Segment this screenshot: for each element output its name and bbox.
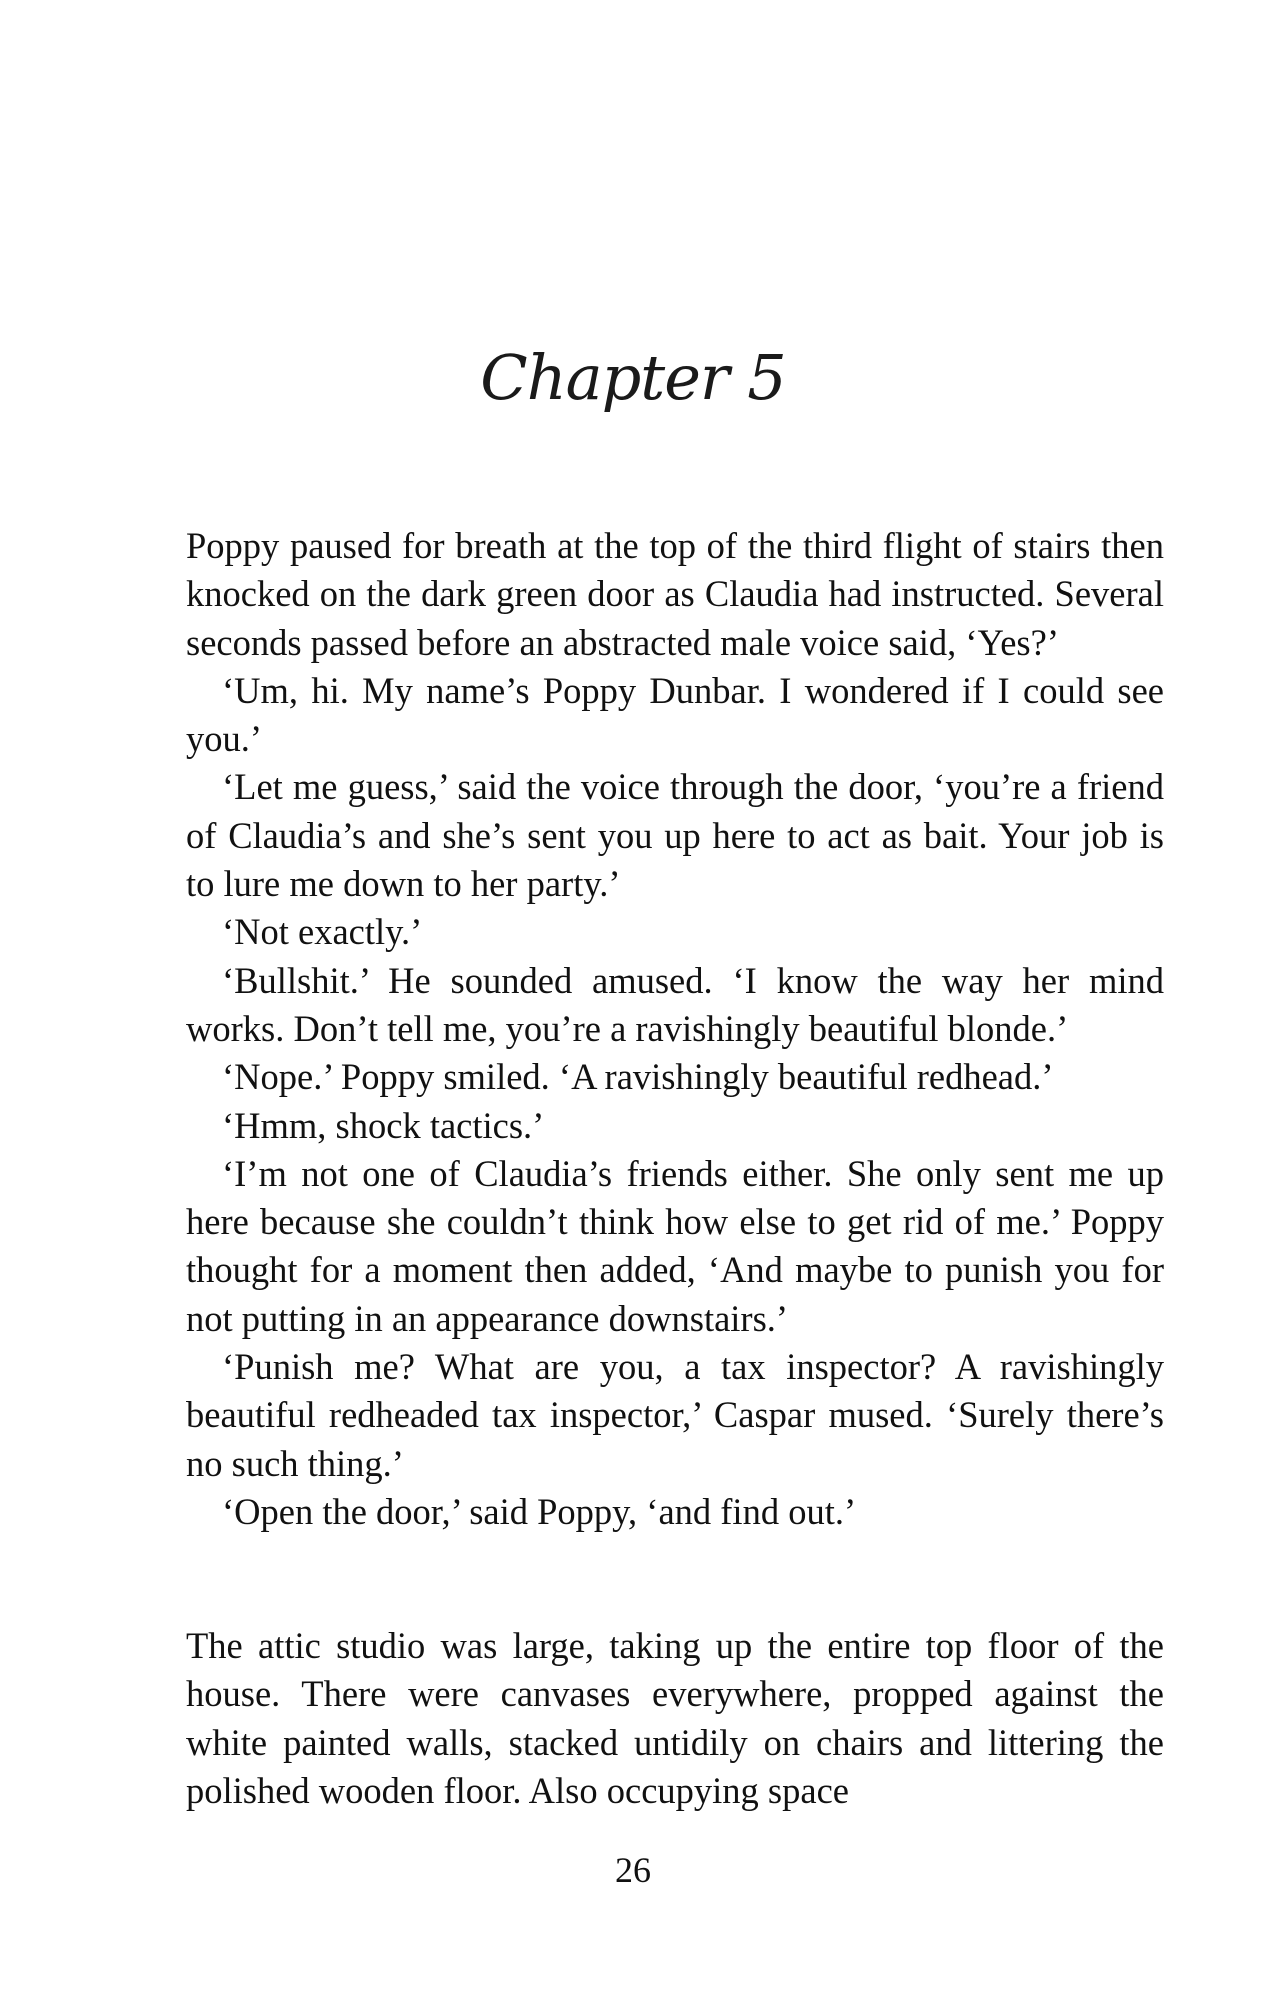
section-1-text <box>186 522 1164 1536</box>
page-number: 26 <box>615 1850 651 1890</box>
paragraph: ‘Um, hi. My name’s Poppy Dunbar. I wondered if I could see you.’ <box>186 669 1164 760</box>
paragraph: ‘Not exactly.’ <box>222 911 423 953</box>
paragraph: ‘Let me guess,’ said the voice through the door, ‘you’re a friend of Claudia’s and she’s sent you up here to act as bait. Your job is to lure me down to her party.’ <box>186 766 1164 905</box>
section-2-text <box>186 1622 1164 1815</box>
paragraph: Poppy paused for breath at the top of the third flight of stairs then knocked on the dark green door as Claudia had instructed. Several seconds passed before an abstracted male voice said, ‘Yes?’ <box>186 525 1164 663</box>
paragraph: ‘Open the door,’ said Poppy, ‘and find out.’ <box>222 1490 857 1532</box>
paragraph: ‘I’m not one of Claudia’s friends either. She only sent me up here because she couldn’t think how else to get rid of me.’ Poppy thought for a moment then added, ‘And maybe to punish you for not putting in an appearance downstairs.’ <box>186 1152 1164 1339</box>
chapter-heading: Chapter 5 <box>480 341 786 414</box>
paragraph: ‘Punish me? What are you, a tax inspector? A ravishingly beautiful redheaded tax inspector,’ Caspar mused. ‘Surely there’s no such thing.’ <box>186 1346 1164 1484</box>
paragraph: ‘Hmm, shock tactics.’ <box>222 1104 545 1146</box>
paragraph: ‘Nope.’ Poppy smiled. ‘A ravishingly beautiful redhead.’ <box>222 1056 1054 1098</box>
paragraph: ‘Bullshit.’ He sounded amused. ‘I know the way her mind works. Don’t tell me, you’re a ravishingly beautiful blonde.’ <box>186 959 1164 1049</box>
paragraph: The attic studio was large, taking up the entire top floor of the house. There were canvases everywhere, propped against the white painted walls, stacked untidily on chairs and littering the polished wooden floor. Also occupying space <box>186 1625 1164 1811</box>
